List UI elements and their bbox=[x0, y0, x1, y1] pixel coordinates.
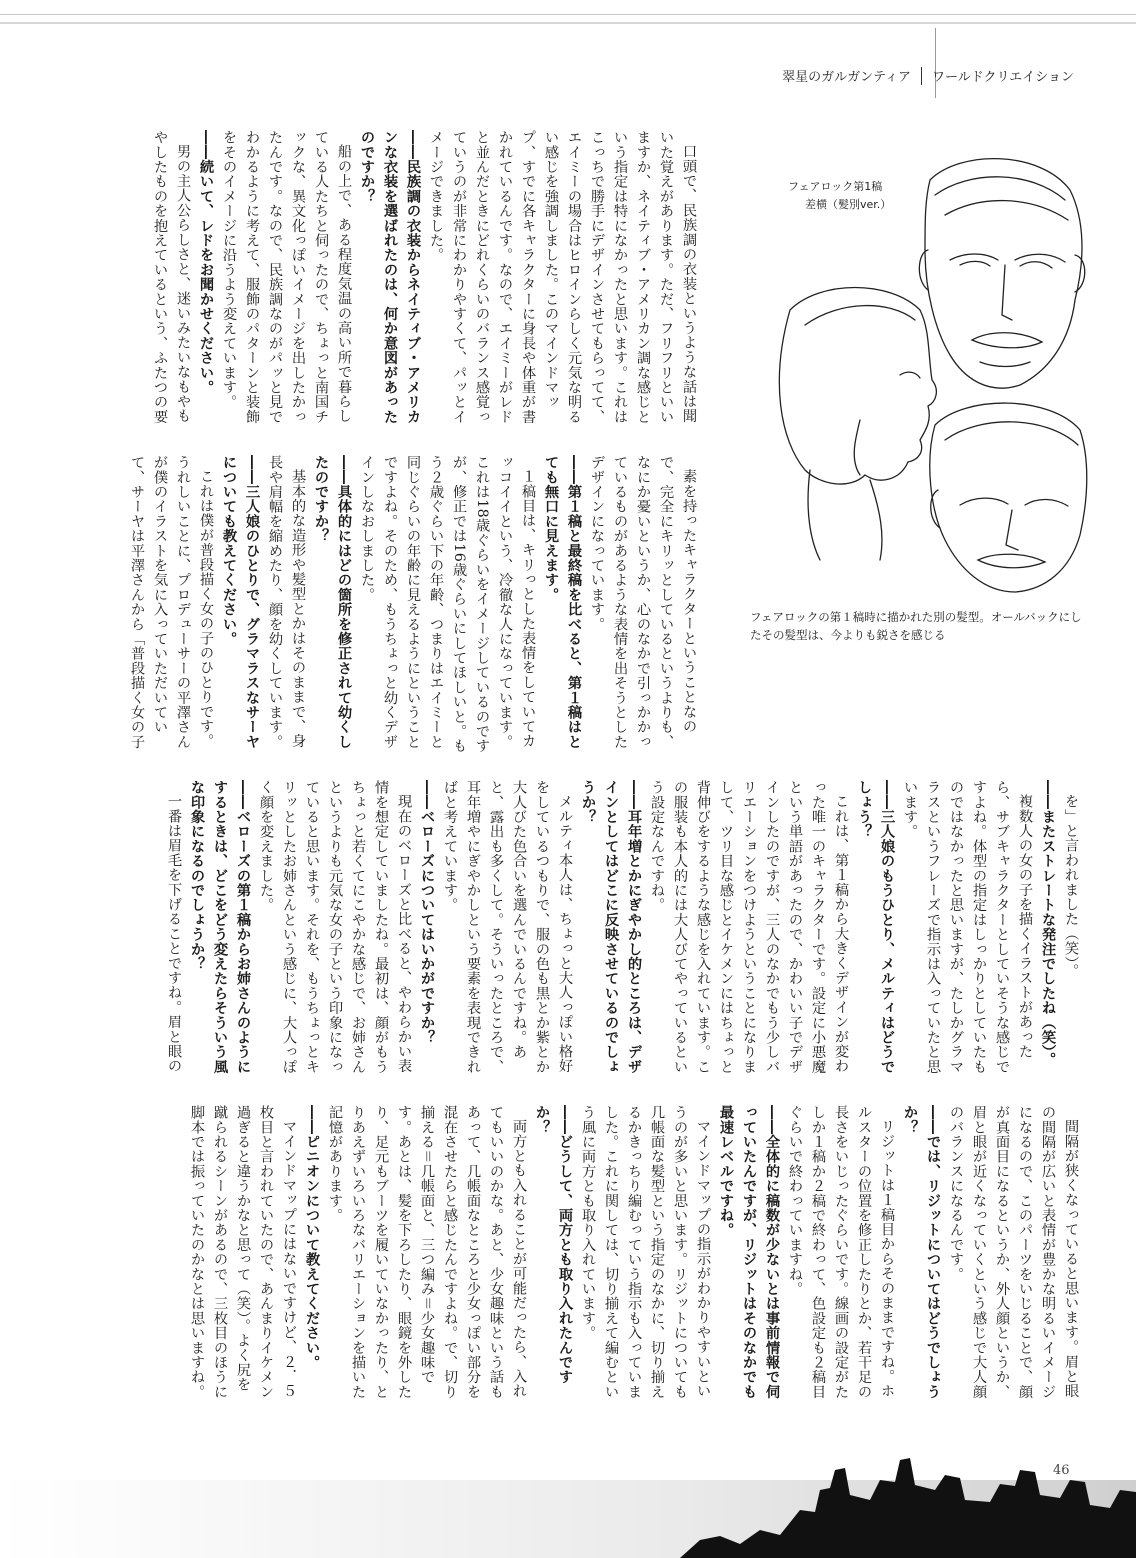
interview-question: ――では、リジットについてはどうでしょうか？ bbox=[902, 1105, 941, 1399]
header-separator bbox=[921, 67, 922, 85]
interview-question: ――耳年増とかにぎやかし的ところは、デザインとしてはどこに反映させているのでしょうか？ bbox=[580, 780, 642, 1074]
interview-question: ――どうして、両方とも取り入れたんですか？ bbox=[534, 1105, 573, 1385]
interview-question: ――全体的に稿数が少ないとは事前情報で伺っていたんですが、リジットはそのなかでも最速レベルですね。 bbox=[718, 1105, 780, 1399]
interview-answer: 男の主人公らしさと、迷いみたいなもやもやしたものを抱えているという、ふたつの要 bbox=[152, 130, 191, 424]
interview-answer: を」と言われました（笑）。 bbox=[1063, 794, 1079, 979]
page-number: 46 bbox=[1053, 1463, 1070, 1478]
interview-question: ――続いて、レドをお聞かせください。 bbox=[198, 130, 214, 395]
interview-question: ――ピニオンについて教えてください。 bbox=[304, 1105, 320, 1370]
sketch-note-line2: 差横（髪別ver.） bbox=[805, 198, 892, 211]
interview-question: ――具体的にはどの箇所を修正されて幼くしたのですか？ bbox=[313, 455, 352, 749]
header-section: ワールドクリエイション bbox=[932, 70, 1074, 85]
interview-answer: これは、第１稿から大きくデザインが変わった唯一のキャラクターです。設定に小悪魔という単語があったので、かわいい子でデザインしたのですが、三人のなかでもう少しバリエーションをつけようということになりまして、ツリ目な感じとイケメンにはちょっと背伸びをするような感じを入れています。この服装も本人的には大人びてやっているという設定なんですね。 bbox=[649, 780, 849, 1074]
running-header bbox=[782, 66, 1074, 85]
interview-answer: 素を持ったキャラクターということなので、完全にキリッとしているというよりも、なにか憂いというか、心のなかで引っかかっているものがあるような表情を出そうとしたデザインになっています。 bbox=[589, 455, 697, 749]
interview-question: ――第１稿と最終稿を比べると、第１稿はとても無口に見えます。 bbox=[543, 455, 582, 749]
interview-answer: 一番は眉毛を下げることですね。眉と眼の bbox=[166, 794, 182, 1074]
header-divider-line bbox=[935, 28, 936, 98]
text-column-4 bbox=[189, 1105, 1082, 1405]
interview-answer: 船の上で、ある程度気温の高い所で暮らしている人たちと伺ったので、ちょっと南国チックな、異文化っぽいイメージを出したかったんです。なので、民族調なのがパッと見でわかるように考えて、服飾のパターンと装飾をそのイメージに沿うよう変えています。 bbox=[221, 130, 352, 424]
top-rule-double bbox=[0, 22, 1136, 24]
interview-answer: 間隔が狭くなっていると思います。眉と眼の間隔が広いと表情が豊かな明るいイメージになるので、このパーツをいじることで、顔が真面目になるというか、外人顔というか、眉と眼が近くなっていくという感じで大人顔のバランスになるんです。 bbox=[948, 1105, 1079, 1399]
interview-question: ――民族調の衣装からネイティブ・アメリカンな衣装を選ばれたのは、何か意図があったのですか？ bbox=[359, 130, 421, 424]
skyline-silhouette-decoration bbox=[0, 1440, 1136, 1558]
interview-answer: 複数人の女の子を描くイラストがあったら、サブキャラクターとしていそうな感じですよね。体型の指定はしっかりとしていたものではなかったと思いますが、たしかグラマラスというフレーズで指示は入っていたと思います。 bbox=[902, 780, 1033, 1074]
interview-question: ――ベローズの第１稿からお姉さんのようにするときは、どこをどう変えたらそういう風な印象になるのでしょうか？ bbox=[189, 780, 251, 1074]
interview-answer: 基本的な造形や髪型とかはそのままで、身長や肩幅を縮めたり、顔を幼くしています。 bbox=[267, 455, 306, 749]
interview-answer: これは僕が普段描く女の子のひとりです。うれしいことに、プロデューサーの平澤さんが僕のイラストを気に入っていただいていて、サーヤは平澤さんから「普段描く女の子 bbox=[129, 455, 214, 749]
interview-answer: 口頭で、民族調の衣装というような話は聞いた覚えがあります。ただ、フリフリといいますか、ネイティブ・アメリカン調な感じという指定は特になかったと思います。これはこっちで勝手にデザインさせてもらってて、エイミーの場合はヒロインらしく元気な明るい感じを強調しました。このマインドマップ、すでに各キャラクターに身長や体重が書かれているんです。なので、エイミーがレドと並んだときにどれくらいのバランス感覚っていうのが非常にわかりやすくて、パッとイメージできました。 bbox=[428, 130, 697, 424]
interview-question: ――ベローズについてはいかがですか？ bbox=[419, 780, 435, 1045]
text-column-2 bbox=[92, 455, 700, 755]
interview-answer: リジットは１稿目からそのままですね。ホルスターの位置を修正したりとか、若干足の長さをいじったぐらいです。線画の設定がたしか１稿か２稿で終わって、色設定も２稿目ぐらいで終わっていますね。 bbox=[787, 1105, 895, 1399]
interview-answer: マインドマップにはないですけど、２．５枚目と言われていたので、あんまりイケメン過ぎると違うかなと思って（笑）。よく尻を蹴られるシーンがあるので、三枚目のほうに脚本では振っていたのかなとは思いますね。 bbox=[189, 1105, 297, 1399]
interview-question: ――三人娘のひとりで、グラマラスなサーヤについても教えてください。 bbox=[221, 455, 260, 749]
interview-answer: 両方とも入れることが可能だったら、入れてもいいのかな。あと、少女趣味という話もあって、几帳面なところと少女っぽい部分を混在させたらと感じたんですよね。で、切り揃える＝几帳面と、三つ編み＝少女趣味です。あとは、髪を下ろしたり、眼鏡を外したり、足元もブーツを履いていなかったり、とりあえずいろいろなバリエーションを描いた記憶があります。 bbox=[327, 1105, 527, 1399]
interview-answer: マインドマップの指示がわかりやすいというのが多いと思います。リジットについても几帳面な髪型という指定のなかに、切り揃えるかきっちり編むっていう指示も入っていました。これに関しては、切り揃えて編むという風に両方とも取り入れています。 bbox=[580, 1105, 711, 1399]
illustration-caption: フェアロックの第１稿時に描かれた別の髪型。オールバックにしたその髪型は、今よりも鋭さを感じる bbox=[750, 610, 1082, 642]
top-rule bbox=[0, 14, 1136, 15]
interview-answer: １稿目は、キリっとした表情をしていてカッコイイという、冷徹な人になっています。これは18歳ぐらいをイメージしているのですが、修正では16歳ぐらいにしてほしいと。もう２歳ぐらい下の年齢、つまりはエイミーと同じぐらいの年齢に見えるようにということですよね。そのため、もうちょっと幼くデザインしなおしました。 bbox=[359, 455, 536, 754]
interview-question: ――またストレートな発注でしたね（笑）。 bbox=[1040, 780, 1056, 1067]
interview-answer: メルティ本人は、ちょっと大人っぽい格好をしているつもりで、服の色も黒とか紫とか大人びた色合いを選んでいるんですね。あと、露出も多くして。そういったところで、耳年増やにぎやかしという要素を表現できればと考えています。 bbox=[442, 780, 573, 1074]
character-sketch-illustration bbox=[750, 140, 1090, 600]
interview-question: ――三人娘のもうひとり、メルティはどうでしょう？ bbox=[856, 780, 895, 1074]
text-column-1 bbox=[100, 130, 700, 430]
text-column-3 bbox=[92, 780, 1082, 1080]
header-title: 翠星のガルガンティア bbox=[782, 70, 912, 85]
sketch-note-line1: フェアロック第1稿 bbox=[788, 180, 883, 193]
interview-answer: 現在のベローズと比べると、やわらかい表情を想定していましたね。最初は、顔がもうちょっと若くてにこやかな感じで、お姉さんというよりも元気な女の子という印象になっていると思います。それを、もうちょっとキリッとしたお姉さんという感じに、大人っぽく顔を変えました。 bbox=[258, 780, 412, 1074]
